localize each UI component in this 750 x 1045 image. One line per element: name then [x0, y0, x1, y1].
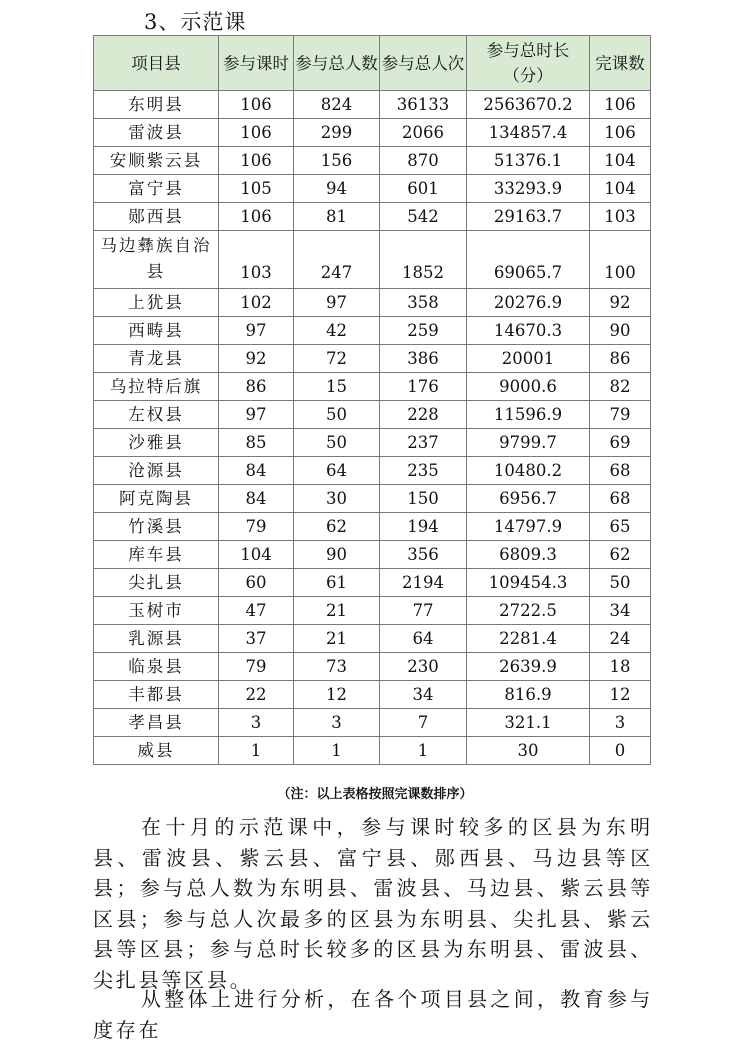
- value-cell: 3: [219, 709, 294, 737]
- value-cell: 62: [294, 513, 380, 541]
- value-cell: 321.1: [467, 709, 590, 737]
- value-cell: 816.9: [467, 681, 590, 709]
- value-cell: 97: [219, 401, 294, 429]
- value-cell: 103: [219, 231, 294, 289]
- value-cell: 299: [294, 119, 380, 147]
- county-name-cell: 马边彝族自治县: [94, 231, 219, 289]
- value-cell: 3: [590, 709, 651, 737]
- value-cell: 20276.9: [467, 289, 590, 317]
- value-cell: 84: [219, 457, 294, 485]
- table-row: [94, 513, 651, 541]
- value-cell: 104: [590, 147, 651, 175]
- value-cell: 22: [219, 681, 294, 709]
- table-row: [94, 737, 651, 765]
- value-cell: 97: [219, 317, 294, 345]
- value-cell: 79: [590, 401, 651, 429]
- county-name-cell: 东明县: [94, 91, 219, 119]
- value-cell: 106: [590, 119, 651, 147]
- value-cell: 81: [294, 203, 380, 231]
- value-cell: 85: [219, 429, 294, 457]
- value-cell: 0: [590, 737, 651, 765]
- value-cell: 100: [590, 231, 651, 289]
- value-cell: 24: [590, 625, 651, 653]
- value-cell: 106: [219, 91, 294, 119]
- table-row: [94, 289, 651, 317]
- value-cell: 92: [590, 289, 651, 317]
- value-cell: 1: [219, 737, 294, 765]
- value-cell: 194: [380, 513, 467, 541]
- table-row: [94, 119, 651, 147]
- value-cell: 356: [380, 541, 467, 569]
- table-row: [94, 373, 651, 401]
- county-name-cell: 库车县: [94, 541, 219, 569]
- table-row: [94, 231, 651, 289]
- value-cell: 104: [219, 541, 294, 569]
- table-row: [94, 485, 651, 513]
- county-name-cell: 乌拉特后旗: [94, 373, 219, 401]
- header-county: 项目县: [94, 36, 219, 91]
- table-row: [94, 203, 651, 231]
- value-cell: 92: [219, 345, 294, 373]
- table-row: [94, 709, 651, 737]
- value-cell: 37: [219, 625, 294, 653]
- table-header-row: [94, 36, 651, 91]
- value-cell: 259: [380, 317, 467, 345]
- value-cell: 1: [294, 737, 380, 765]
- value-cell: 86: [590, 345, 651, 373]
- value-cell: 50: [590, 569, 651, 597]
- value-cell: 60: [219, 569, 294, 597]
- value-cell: 3: [294, 709, 380, 737]
- value-cell: 2639.9: [467, 653, 590, 681]
- county-name-cell: 西畴县: [94, 317, 219, 345]
- value-cell: 9000.6: [467, 373, 590, 401]
- value-cell: 79: [219, 513, 294, 541]
- table-row: [94, 345, 651, 373]
- county-name-cell: 乳源县: [94, 625, 219, 653]
- value-cell: 106: [219, 203, 294, 231]
- value-cell: 84: [219, 485, 294, 513]
- value-cell: 601: [380, 175, 467, 203]
- value-cell: 102: [219, 289, 294, 317]
- county-name-cell: 丰都县: [94, 681, 219, 709]
- value-cell: 1852: [380, 231, 467, 289]
- value-cell: 30: [294, 485, 380, 513]
- county-name-cell: 郧西县: [94, 203, 219, 231]
- county-name-cell: 青龙县: [94, 345, 219, 373]
- value-cell: 86: [219, 373, 294, 401]
- header-lessons: 参与课时: [219, 36, 294, 91]
- value-cell: 42: [294, 317, 380, 345]
- course-stats-table: [93, 35, 651, 765]
- value-cell: 73: [294, 653, 380, 681]
- value-cell: 90: [590, 317, 651, 345]
- value-cell: 106: [219, 147, 294, 175]
- value-cell: 90: [294, 541, 380, 569]
- table-row: [94, 681, 651, 709]
- value-cell: 69: [590, 429, 651, 457]
- value-cell: 2563670.2: [467, 91, 590, 119]
- value-cell: 62: [590, 541, 651, 569]
- value-cell: 228: [380, 401, 467, 429]
- value-cell: 824: [294, 91, 380, 119]
- value-cell: 15: [294, 373, 380, 401]
- value-cell: 106: [219, 119, 294, 147]
- value-cell: 237: [380, 429, 467, 457]
- value-cell: 64: [294, 457, 380, 485]
- value-cell: 64: [380, 625, 467, 653]
- value-cell: 14670.3: [467, 317, 590, 345]
- value-cell: 14797.9: [467, 513, 590, 541]
- value-cell: 12: [294, 681, 380, 709]
- value-cell: 235: [380, 457, 467, 485]
- table-row: [94, 91, 651, 119]
- table-row: [94, 541, 651, 569]
- value-cell: 2281.4: [467, 625, 590, 653]
- value-cell: 2066: [380, 119, 467, 147]
- value-cell: 61: [294, 569, 380, 597]
- value-cell: 542: [380, 203, 467, 231]
- analysis-paragraph: 在十月的示范课中，参与课时较多的区县为东明县、雷波县、紫云县、富宁县、郧西县、马边县等区县；参与总人数为东明县、雷波县、马边县、紫云县等区县；参与总人次最多的区县为东明县、尖扎县、紫云县等区县；参与总时长较多的区县为东明县、雷波县、尖扎县等区县。: [93, 815, 653, 992]
- county-name-cell: 阿克陶县: [94, 485, 219, 513]
- value-cell: 104: [590, 175, 651, 203]
- value-cell: 6809.3: [467, 541, 590, 569]
- value-cell: 2722.5: [467, 597, 590, 625]
- value-cell: 106: [590, 91, 651, 119]
- value-cell: 386: [380, 345, 467, 373]
- value-cell: 1: [380, 737, 467, 765]
- header-total-visits: 参与总人次: [380, 36, 467, 91]
- county-name-cell: 孝昌县: [94, 709, 219, 737]
- county-name-cell: 左权县: [94, 401, 219, 429]
- table-row: [94, 175, 651, 203]
- value-cell: 109454.3: [467, 569, 590, 597]
- table-row: [94, 317, 651, 345]
- value-cell: 21: [294, 597, 380, 625]
- value-cell: 77: [380, 597, 467, 625]
- value-cell: 150: [380, 485, 467, 513]
- county-name-cell: 竹溪县: [94, 513, 219, 541]
- table-row: [94, 457, 651, 485]
- header-completed: 完课数: [590, 36, 651, 91]
- value-cell: 50: [294, 429, 380, 457]
- value-cell: 72: [294, 345, 380, 373]
- county-name-cell: 临泉县: [94, 653, 219, 681]
- county-name-cell: 沧源县: [94, 457, 219, 485]
- table-row: [94, 569, 651, 597]
- value-cell: 11596.9: [467, 401, 590, 429]
- value-cell: 105: [219, 175, 294, 203]
- value-cell: 79: [219, 653, 294, 681]
- table-row: [94, 429, 651, 457]
- table-row: [94, 653, 651, 681]
- value-cell: 30: [467, 737, 590, 765]
- value-cell: 230: [380, 653, 467, 681]
- county-name-cell: 威县: [94, 737, 219, 765]
- table-row: [94, 401, 651, 429]
- value-cell: 97: [294, 289, 380, 317]
- value-cell: 176: [380, 373, 467, 401]
- value-cell: 134857.4: [467, 119, 590, 147]
- table-row: [94, 147, 651, 175]
- value-cell: 7: [380, 709, 467, 737]
- county-name-cell: 安顺紫云县: [94, 147, 219, 175]
- header-total-people: 参与总人数: [294, 36, 380, 91]
- value-cell: 94: [294, 175, 380, 203]
- county-name-cell: 沙雅县: [94, 429, 219, 457]
- value-cell: 34: [590, 597, 651, 625]
- county-name-cell: 玉树市: [94, 597, 219, 625]
- county-name-cell: 上犹县: [94, 289, 219, 317]
- analysis-paragraph-continued: 从整体上进行分析，在各个项目县之间，教育参与度存在: [93, 987, 653, 1042]
- value-cell: 103: [590, 203, 651, 231]
- value-cell: 21: [294, 625, 380, 653]
- value-cell: 51376.1: [467, 147, 590, 175]
- value-cell: 20001: [467, 345, 590, 373]
- value-cell: 82: [590, 373, 651, 401]
- value-cell: 50: [294, 401, 380, 429]
- section-title: 3、示范课: [144, 10, 247, 34]
- value-cell: 358: [380, 289, 467, 317]
- value-cell: 29163.7: [467, 203, 590, 231]
- value-cell: 69065.7: [467, 231, 590, 289]
- value-cell: 870: [380, 147, 467, 175]
- value-cell: 68: [590, 485, 651, 513]
- county-name-cell: 雷波县: [94, 119, 219, 147]
- value-cell: 2194: [380, 569, 467, 597]
- value-cell: 6956.7: [467, 485, 590, 513]
- table-note: （注：以上表格按照完课数排序）: [277, 787, 473, 802]
- value-cell: 33293.9: [467, 175, 590, 203]
- value-cell: 36133: [380, 91, 467, 119]
- value-cell: 18: [590, 653, 651, 681]
- county-name-cell: 尖扎县: [94, 569, 219, 597]
- value-cell: 9799.7: [467, 429, 590, 457]
- table-row: [94, 597, 651, 625]
- header-total-duration: 参与总时长（分）: [467, 36, 590, 91]
- value-cell: 247: [294, 231, 380, 289]
- value-cell: 12: [590, 681, 651, 709]
- table-row: [94, 625, 651, 653]
- value-cell: 34: [380, 681, 467, 709]
- value-cell: 47: [219, 597, 294, 625]
- value-cell: 68: [590, 457, 651, 485]
- value-cell: 10480.2: [467, 457, 590, 485]
- county-name-cell: 富宁县: [94, 175, 219, 203]
- value-cell: 156: [294, 147, 380, 175]
- value-cell: 65: [590, 513, 651, 541]
